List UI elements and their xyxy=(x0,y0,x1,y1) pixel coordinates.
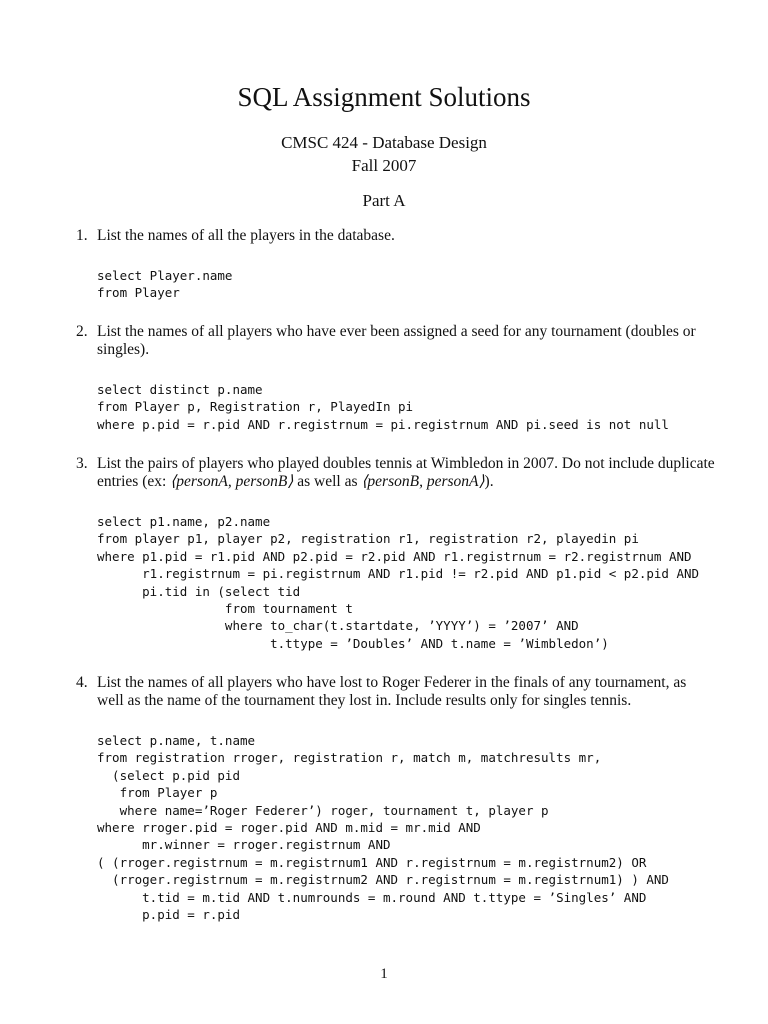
question-number: 4. xyxy=(76,674,88,691)
document-title: SQL Assignment Solutions xyxy=(237,82,531,112)
question-text: List the names of all players who have lost to Roger Federer in the finals of any tournament, as well as the name of the tournament they lost in. Include results only for singles tennis. xyxy=(97,674,687,709)
question-number: 1. xyxy=(76,227,88,244)
sql-code-block: select Player.name from Player xyxy=(97,268,233,301)
term: Fall 2007 xyxy=(351,156,417,175)
question-text-part: List the pairs of players who played doubles tennis at Wimbledon in 2007. Do not include duplicate entries (ex: xyxy=(97,455,715,490)
sql-code-block: select distinct p.name from Player p, Registration r, PlayedIn pi where p.pid = r.pid AND r.registrnum = pi.registrnum AND pi.seed is not null xyxy=(97,382,669,432)
math-pair: ⟨personA, personB⟩ xyxy=(170,473,294,490)
question-text-part: ). xyxy=(484,473,494,490)
question-4 xyxy=(76,674,716,710)
part-heading: Part A xyxy=(362,191,406,210)
question-2 xyxy=(76,323,716,359)
question-text: List the names of all players who have ever been assigned a seed for any tournament (doubles or singles). xyxy=(97,323,696,358)
math-pair: ⟨personB, personA⟩ xyxy=(361,473,485,490)
question-text-part: as well as xyxy=(293,473,362,490)
question-number: 3. xyxy=(76,455,88,472)
question-3 xyxy=(76,455,716,491)
question-text xyxy=(97,455,716,491)
sql-code-block: select p.name, t.name from registration rroger, registration r, match m, matchresults mr, (select p.pid pid from Player p where name=’Roger Federer’) roger, tournament t, player p where rroger.pid = roger.pid AND m.mid = mr.mid AND mr.winner = rroger.registrnum AND ( (rroger.registrnum = m.registrnum1 AND r.registrnum = m.registrnum2) OR (rroger.registrnum = m.registrnum2 AND r.registrnum = m.registrnum1) ) AND t.tid = m.tid AND t.numrounds = m.round AND t.ttype = ’Singles’ AND p.pid = r.pid xyxy=(97,733,669,923)
sql-code-block: select p1.name, p2.name from player p1, player p2, registration r1, registration r2, playedin pi where p1.pid = r1.pid AND p2.pid = r2.pid AND r1.registrnum = r2.registrnum AND r1.registrnum = pi.registrnum AND r1.pid != r2.pid AND p1.pid < p2.pid AND pi.tid in (select tid from tournament t where to_char(t.startdate, ’YYYY’) = ’2007’ AND t.ttype = ’Doubles’ AND t.name = ’Wimbledon’) xyxy=(97,514,700,651)
question-text: List the names of all the players in the database. xyxy=(97,227,395,244)
question-1 xyxy=(76,227,716,245)
course-name: CMSC 424 - Database Design xyxy=(281,133,487,152)
page-number: 1 xyxy=(380,966,388,982)
question-number: 2. xyxy=(76,323,88,340)
